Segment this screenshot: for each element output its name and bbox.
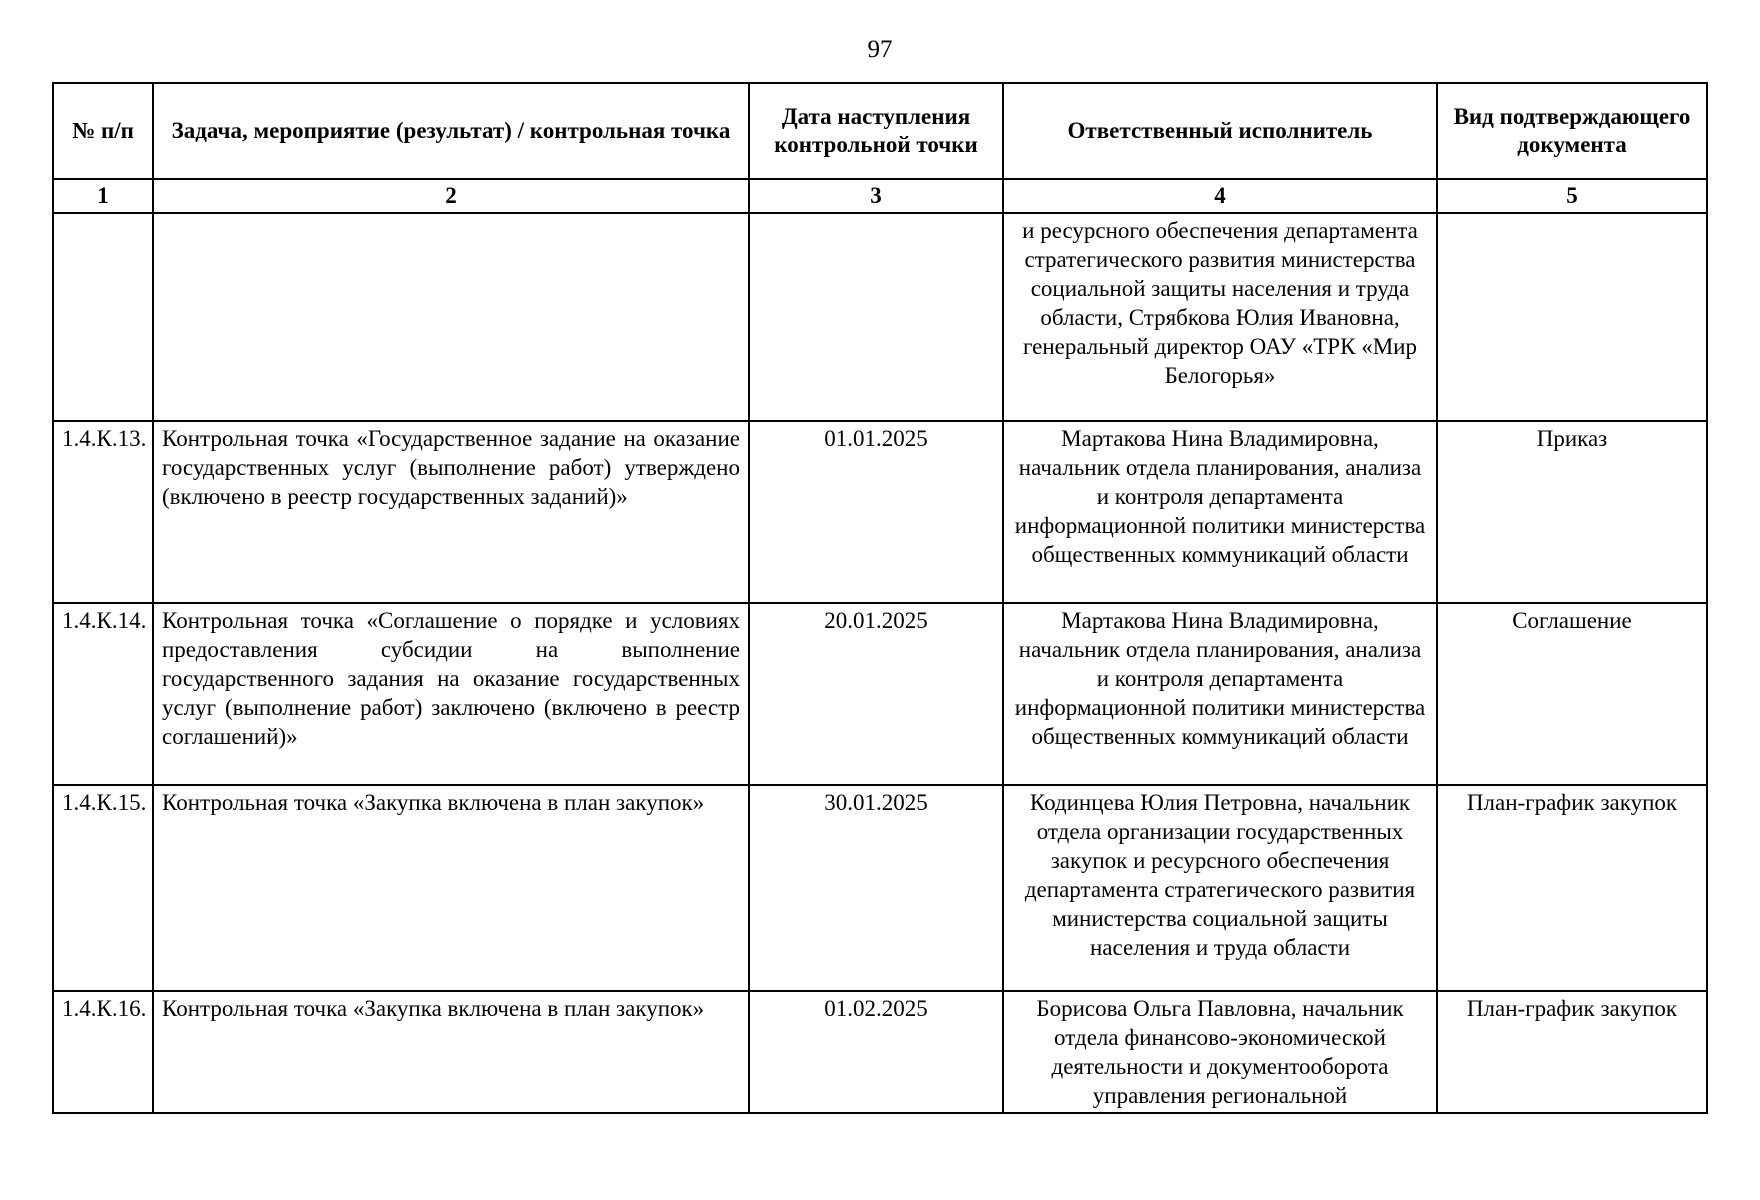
- row-responsible: Мартакова Нина Владимировна, начальник отдела планирования, анализа и контроля департамента информационной политики министерства общественных коммуникаций области: [1003, 603, 1437, 785]
- column-number: 4: [1003, 179, 1437, 213]
- column-number-row: [53, 179, 1707, 213]
- row-task: Контрольная точка «Государственное задание на оказание государственных услуг (выполнение работ) утверждено (включено в реестр государственных заданий)»: [153, 421, 749, 603]
- row-task: Контрольная точка «Закупка включена в план закупок»: [153, 785, 749, 991]
- row-task: Контрольная точка «Закупка включена в план закупок»: [153, 991, 749, 1113]
- header-task: Задача, мероприятие (результат) / контрольная точка: [153, 83, 749, 179]
- row-responsible: и ресурсного обеспечения департамента стратегического развития министерства социальной защиты населения и труда области, Стрябкова Юлия Ивановна, генеральный директор ОАУ «ТРК «Мир Белогорья»: [1003, 213, 1437, 421]
- table-row: [53, 603, 1707, 785]
- control-points-table: [52, 82, 1708, 1114]
- row-number: [53, 213, 153, 421]
- row-document: План-график закупок: [1437, 991, 1707, 1113]
- row-number: 1.4.К.15.: [53, 785, 153, 991]
- row-responsible: Борисова Ольга Павловна, начальник отдела финансово-экономической деятельности и документооборота управления региональной: [1003, 991, 1437, 1113]
- table-row: [53, 991, 1707, 1113]
- row-responsible: Мартакова Нина Владимировна, начальник отдела планирования, анализа и контроля департамента информационной политики министерства общественных коммуникаций области: [1003, 421, 1437, 603]
- header-document: Вид подтверждающего документа: [1437, 83, 1707, 179]
- header-row: [53, 83, 1707, 179]
- column-number: 3: [749, 179, 1003, 213]
- table-row: [53, 213, 1707, 421]
- row-date: 20.01.2025: [749, 603, 1003, 785]
- table-row: [53, 421, 1707, 603]
- row-number: 1.4.К.13.: [53, 421, 153, 603]
- header-date: Дата наступления контрольной точки: [749, 83, 1003, 179]
- column-number: 5: [1437, 179, 1707, 213]
- row-document: Приказ: [1437, 421, 1707, 603]
- header-responsible: Ответственный исполнитель: [1003, 83, 1437, 179]
- row-date: 01.02.2025: [749, 991, 1003, 1113]
- row-number: 1.4.К.14.: [53, 603, 153, 785]
- column-number: 2: [153, 179, 749, 213]
- row-task: [153, 213, 749, 421]
- table-row: [53, 785, 1707, 991]
- page-number: 97: [867, 36, 893, 63]
- row-task: Контрольная точка «Соглашение о порядке и условиях предоставления субсидии на выполнение государственного задания на оказание государственных услуг (выполнение работ) заключено (включено в реестр соглашений)»: [153, 603, 749, 785]
- row-date: [749, 213, 1003, 421]
- row-document: [1437, 213, 1707, 421]
- row-document: Соглашение: [1437, 603, 1707, 785]
- row-responsible: Кодинцева Юлия Петровна, начальник отдела организации государственных закупок и ресурсного обеспечения департамента стратегического развития министерства социальной защиты населения и труда области: [1003, 785, 1437, 991]
- row-date: 01.01.2025: [749, 421, 1003, 603]
- row-number: 1.4.К.16.: [53, 991, 153, 1113]
- header-number: № п/п: [53, 83, 153, 179]
- column-number: 1: [53, 179, 153, 213]
- row-document: План-график закупок: [1437, 785, 1707, 991]
- row-date: 30.01.2025: [749, 785, 1003, 991]
